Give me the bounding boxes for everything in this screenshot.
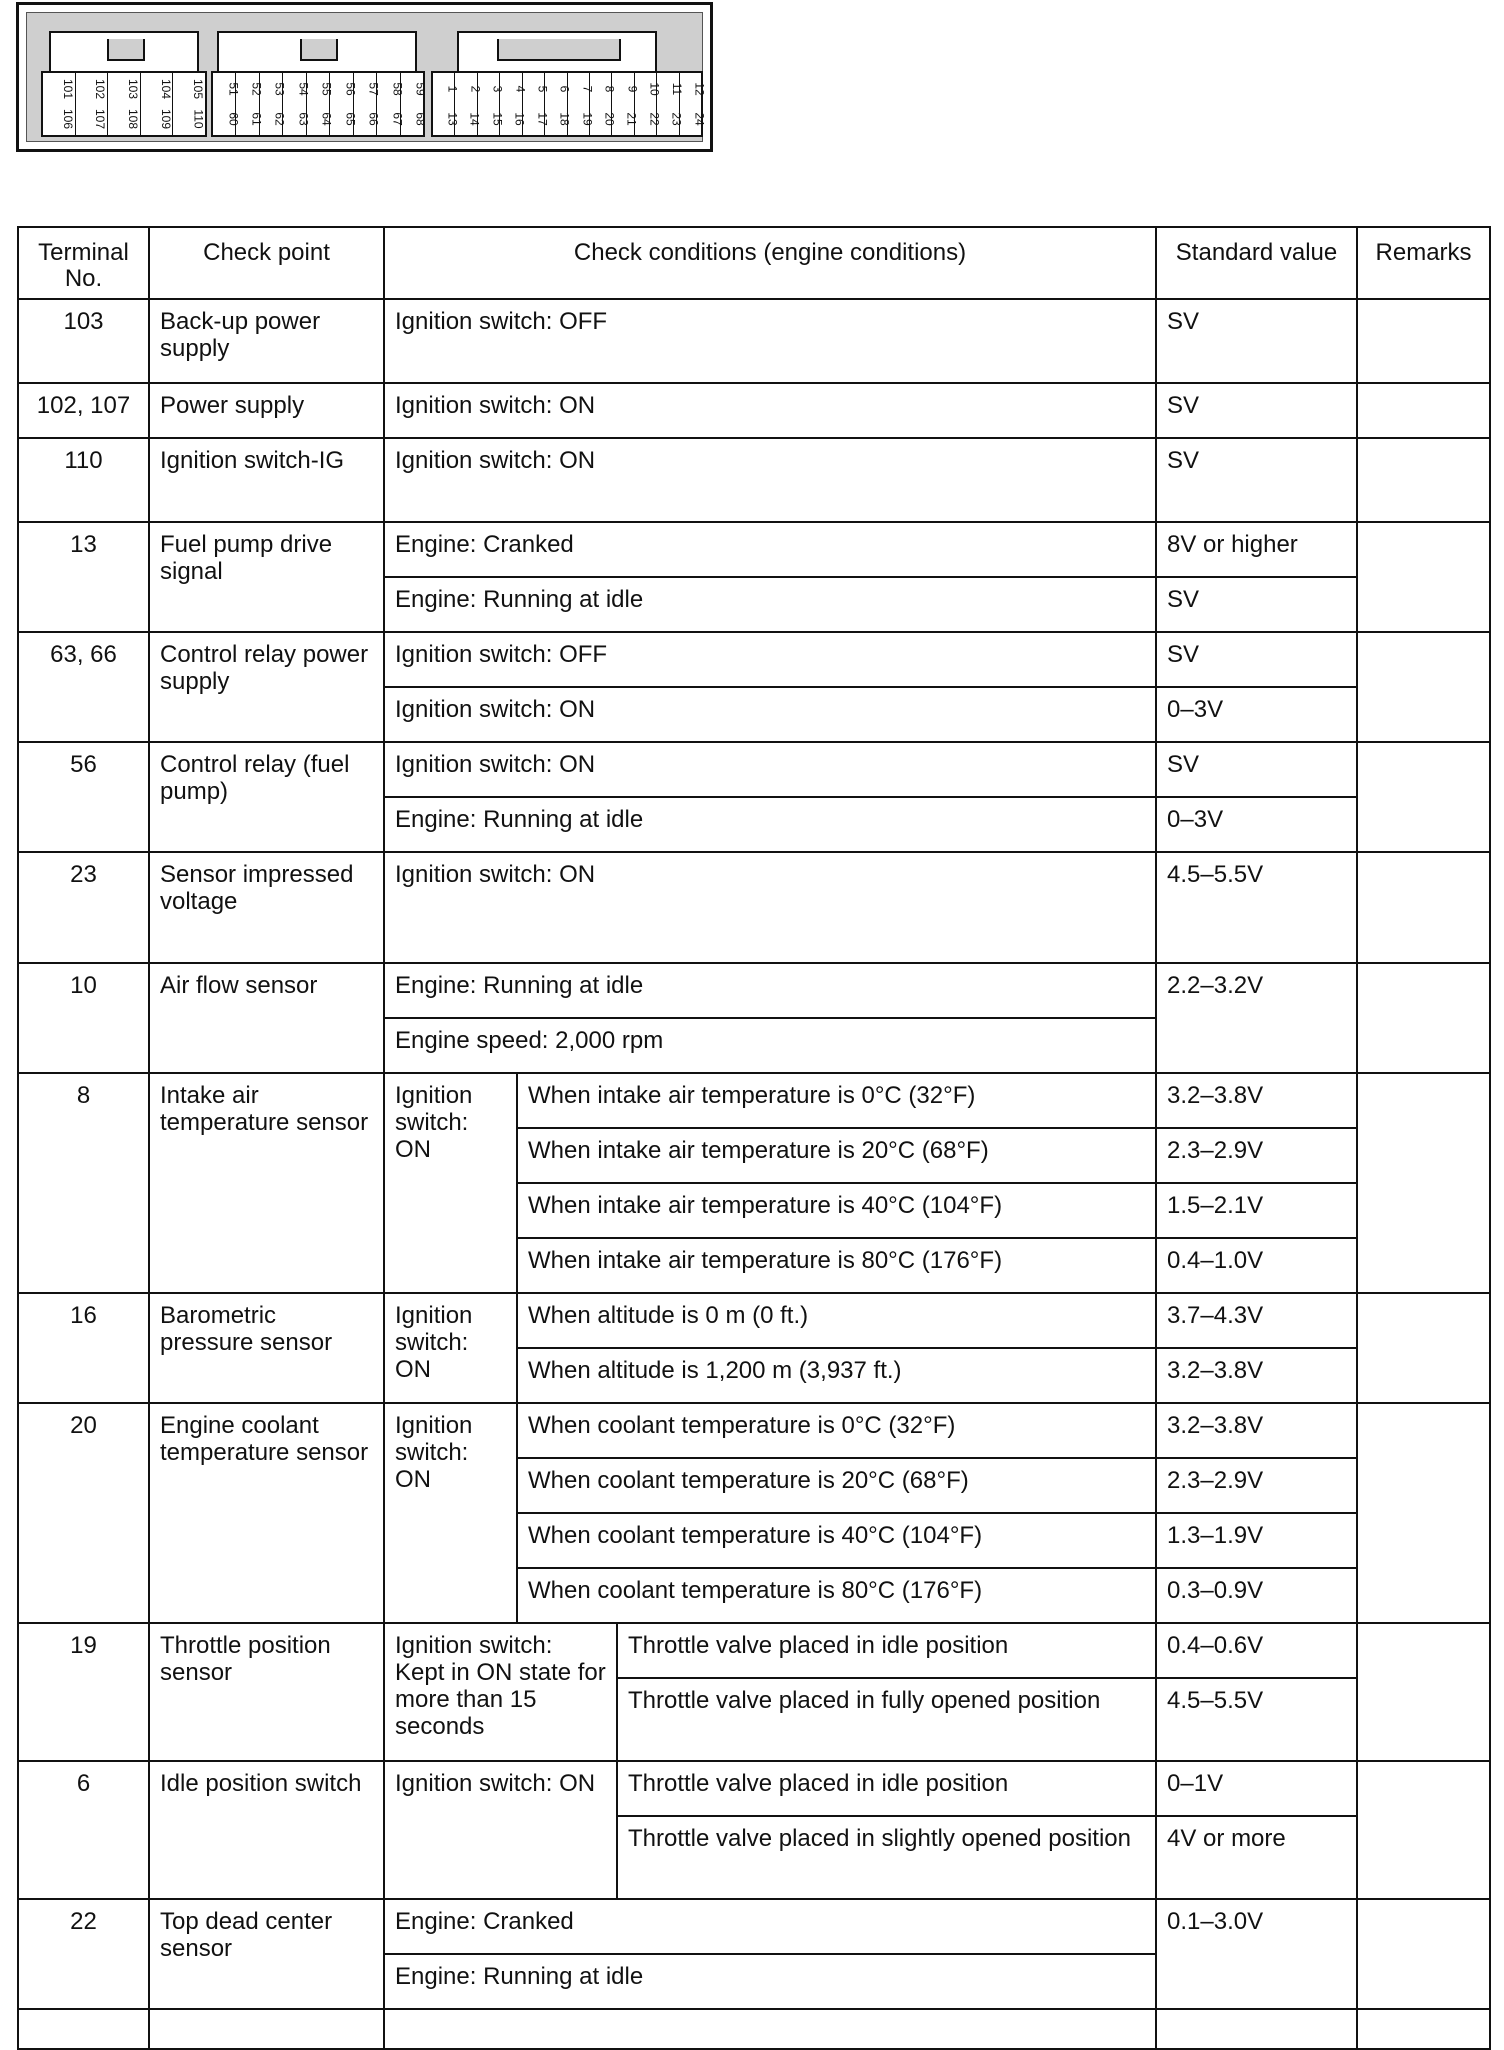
- state-cell: Ignition switch: ON: [384, 1073, 517, 1293]
- connector-pin: [478, 73, 505, 135]
- value-cell: 0.1–3.0V: [1156, 1899, 1357, 2009]
- check-point-cell: Fuel pump drive signal: [149, 522, 384, 632]
- condition-cell: Throttle valve placed in fully opened position: [617, 1678, 1156, 1761]
- value-cell: 4.5–5.5V: [1156, 852, 1357, 963]
- table-row: [18, 299, 1490, 383]
- pin-number: 63: [296, 112, 311, 126]
- remarks-cell: [1357, 1623, 1490, 1761]
- connector-pin: [141, 73, 174, 135]
- terminal-cell: 103: [18, 299, 149, 383]
- check-point-cell: Engine coolant temperature sensor: [149, 1403, 384, 1623]
- table-row: [18, 1623, 1490, 1678]
- value-cell: 2.2–3.2V: [1156, 963, 1357, 1073]
- header-check-conditions: Check conditions (engine conditions): [384, 227, 1156, 299]
- ecu-connector-diagram: [16, 2, 713, 152]
- connector-pin: [455, 73, 483, 135]
- remarks-cell: [1357, 632, 1490, 742]
- check-point-cell: Intake air temperature sensor: [149, 1073, 384, 1293]
- condition-cell: When intake air temperature is 20°C (68°F): [517, 1128, 1156, 1183]
- pin-number: 109: [158, 108, 173, 130]
- remarks-cell: [1357, 1761, 1490, 1899]
- terminal-cell: 110: [18, 438, 149, 522]
- pin-number: 101: [60, 78, 75, 100]
- pin-number: 61: [249, 112, 264, 126]
- condition-cell: When altitude is 0 m (0 ft.): [517, 1293, 1156, 1348]
- check-point-cell: Air flow sensor: [149, 963, 384, 1073]
- header-check-point: Check point: [149, 227, 384, 299]
- value-cell: SV: [1156, 383, 1357, 438]
- pin-number: 12: [692, 82, 707, 96]
- terminal-cell: 6: [18, 1761, 149, 1899]
- pin-number: 3: [490, 85, 505, 93]
- table-row: [18, 522, 1490, 577]
- check-point-cell: Control relay power supply: [149, 632, 384, 742]
- value-cell: 1.5–2.1V: [1156, 1183, 1357, 1238]
- pin-number: 5: [535, 85, 550, 93]
- value-cell: SV: [1156, 577, 1357, 632]
- check-point-cell: Barometric pressure sensor: [149, 1293, 384, 1403]
- check-point-cell: Top dead center sensor: [149, 1899, 384, 2009]
- pin-number: 67: [390, 112, 405, 126]
- value-cell: SV: [1156, 632, 1357, 687]
- terminal-cell: 20: [18, 1403, 149, 1623]
- value-cell: 2.3–2.9V: [1156, 1128, 1357, 1183]
- pin-number: 104: [158, 78, 173, 100]
- pin-number: 60: [226, 112, 241, 126]
- table-row: [18, 852, 1490, 963]
- header-terminal: Terminal No.: [18, 227, 149, 299]
- pin-number: 8: [602, 85, 617, 93]
- pin-number: 1: [445, 85, 460, 93]
- table-header-row: [18, 227, 1490, 299]
- condition-cell: Engine speed: 2,000 rpm: [384, 1018, 1156, 1073]
- pin-number: 24: [692, 112, 707, 126]
- connector-pin: [401, 73, 428, 135]
- value-cell: SV: [1156, 742, 1357, 797]
- table-row: [18, 1761, 1490, 1816]
- remarks-cell: [1357, 1293, 1490, 1403]
- pin-number: 56: [343, 82, 358, 96]
- check-point-cell: Throttle position sensor: [149, 1623, 384, 1761]
- table-row: [18, 1073, 1490, 1128]
- condition-cell: Engine: Running at idle: [384, 1954, 1156, 2009]
- table-row: [18, 963, 1490, 1018]
- condition-cell: [384, 2009, 1156, 2049]
- condition-cell: When intake air temperature is 80°C (176°F): [517, 1238, 1156, 1293]
- connector-pin: [173, 73, 205, 135]
- value-cell: 0–3V: [1156, 797, 1357, 852]
- table-row: [18, 438, 1490, 522]
- value-cell: 0.3–0.9V: [1156, 1568, 1357, 1623]
- table-row: [18, 2009, 1490, 2049]
- pin-number: 21: [625, 112, 640, 126]
- condition-cell: When intake air temperature is 40°C (104°F): [517, 1183, 1156, 1238]
- condition-cell: Throttle valve placed in idle position: [617, 1623, 1156, 1678]
- terminal-cell: 22: [18, 1899, 149, 2009]
- condition-cell: Engine: Cranked: [384, 1899, 1156, 1954]
- value-cell: 0–3V: [1156, 687, 1357, 742]
- value-cell: 0.4–1.0V: [1156, 1238, 1357, 1293]
- value-cell: 3.2–3.8V: [1156, 1403, 1357, 1458]
- pin-number: 7: [580, 85, 595, 93]
- remarks-cell: [1357, 1899, 1490, 2009]
- connector-key: [49, 31, 199, 71]
- pin-number: 10: [647, 82, 662, 96]
- table-row: [18, 742, 1490, 797]
- pin-number: 108: [125, 108, 140, 130]
- pin-number: 17: [535, 112, 550, 126]
- value-cell: 0.4–0.6V: [1156, 1623, 1357, 1678]
- remarks-cell: [1357, 963, 1490, 1073]
- value-cell: 3.2–3.8V: [1156, 1073, 1357, 1128]
- pin-number: 9: [625, 85, 640, 93]
- state-cell: Ignition switch: ON: [384, 1293, 517, 1403]
- terminal-cell: [18, 2009, 149, 2049]
- state-cell: Ignition switch: ON: [384, 1761, 617, 1899]
- value-cell: 1.3–1.9V: [1156, 1513, 1357, 1568]
- remarks-cell: [1357, 522, 1490, 632]
- check-point-cell: Back-up power supply: [149, 299, 384, 383]
- terminal-cell: 63, 66: [18, 632, 149, 742]
- terminal-cell: 23: [18, 852, 149, 963]
- condition-cell: When coolant temperature is 0°C (32°F): [517, 1403, 1156, 1458]
- pin-number: 57: [366, 82, 381, 96]
- connector-pin: [76, 73, 109, 135]
- condition-cell: When coolant temperature is 80°C (176°F): [517, 1568, 1156, 1623]
- condition-cell: Engine: Running at idle: [384, 963, 1156, 1018]
- condition-cell: Ignition switch: ON: [384, 742, 1156, 797]
- condition-cell: Throttle valve placed in idle position: [617, 1761, 1156, 1816]
- connector-pin: [433, 73, 460, 135]
- remarks-cell: [1357, 2009, 1490, 2049]
- terminal-cell: 56: [18, 742, 149, 852]
- pin-number: 6: [557, 85, 572, 93]
- pin-number: 103: [125, 78, 140, 100]
- check-point-cell: Sensor impressed voltage: [149, 852, 384, 963]
- value-cell: 3.7–4.3V: [1156, 1293, 1357, 1348]
- condition-cell: Ignition switch: OFF: [384, 299, 1156, 383]
- pin-number: 11: [669, 82, 684, 96]
- condition-cell: Ignition switch: ON: [384, 438, 1156, 522]
- pin-number: 106: [60, 108, 75, 130]
- pin-number: 62: [273, 112, 288, 126]
- header-remarks: Remarks: [1357, 227, 1490, 299]
- pin-number: 4: [512, 85, 527, 93]
- table-row: [18, 1403, 1490, 1458]
- terminal-cell: 19: [18, 1623, 149, 1761]
- condition-cell: Ignition switch: ON: [384, 852, 1156, 963]
- check-point-cell: Ignition switch-IG: [149, 438, 384, 522]
- value-cell: 4.5–5.5V: [1156, 1678, 1357, 1761]
- pin-number: 68: [413, 112, 428, 126]
- terminal-cell: 10: [18, 963, 149, 1073]
- connector-key: [217, 31, 417, 71]
- pin-number: 66: [366, 112, 381, 126]
- connector-pin: [523, 73, 550, 135]
- condition-cell: Ignition switch: ON: [384, 687, 1156, 742]
- connector-pin: [590, 73, 617, 135]
- header-standard-value: Standard value: [1156, 227, 1357, 299]
- terminal-cell: 8: [18, 1073, 149, 1293]
- remarks-cell: [1357, 438, 1490, 522]
- value-cell: 3.2–3.8V: [1156, 1348, 1357, 1403]
- pin-number: 55: [319, 82, 334, 96]
- pin-number: 105: [191, 78, 206, 100]
- connector-pin: [545, 73, 572, 135]
- check-point-cell: Power supply: [149, 383, 384, 438]
- pin-number: 102: [93, 78, 108, 100]
- pin-number: 52: [249, 82, 264, 96]
- pin-number: 22: [647, 112, 662, 126]
- condition-cell: When coolant temperature is 40°C (104°F): [517, 1513, 1156, 1568]
- table-row: [18, 1293, 1490, 1348]
- pin-number: 51: [226, 82, 241, 96]
- remarks-cell: [1357, 1403, 1490, 1623]
- terminal-cell: 102, 107: [18, 383, 149, 438]
- pin-number: 19: [580, 112, 595, 126]
- connector-pin: [568, 73, 595, 135]
- pin-number: 58: [390, 82, 405, 96]
- pin-number: 2: [468, 85, 483, 93]
- value-cell: 4V or more: [1156, 1816, 1357, 1899]
- connector-housing: [26, 12, 707, 142]
- condition-cell: When intake air temperature is 0°C (32°F): [517, 1073, 1156, 1128]
- state-cell: Ignition switch: ON: [384, 1403, 517, 1623]
- connector-key: [457, 31, 657, 71]
- connector-pin: [108, 73, 141, 135]
- state-cell: Ignition switch: Kept in ON state for more than 15 seconds: [384, 1623, 617, 1761]
- pin-number: 23: [669, 112, 684, 126]
- remarks-cell: [1357, 383, 1490, 438]
- pin-number: 110: [191, 109, 206, 129]
- pin-number: 13: [445, 112, 460, 126]
- check-point-cell: Idle position switch: [149, 1761, 384, 1899]
- terminal-cell: 16: [18, 1293, 149, 1403]
- connector-block-left: [41, 71, 207, 137]
- condition-cell: When altitude is 1,200 m (3,937 ft.): [517, 1348, 1156, 1403]
- condition-cell: Ignition switch: ON: [384, 383, 1156, 438]
- value-cell: 0–1V: [1156, 1761, 1357, 1816]
- connector-pin: [43, 73, 76, 135]
- connector-block-middle: [211, 71, 428, 137]
- value-cell: 2.3–2.9V: [1156, 1458, 1357, 1513]
- pin-number: 15: [490, 112, 505, 126]
- terminal-cell: 13: [18, 522, 149, 632]
- terminal-check-table: [17, 226, 1491, 2050]
- check-point-cell: [149, 2009, 384, 2049]
- pin-number: 59: [413, 82, 428, 96]
- pin-number: 53: [273, 82, 288, 96]
- pin-number: 54: [296, 82, 311, 96]
- pin-number: 16: [512, 112, 527, 126]
- table-row: [18, 383, 1490, 438]
- value-cell: 8V or higher: [1156, 522, 1357, 577]
- connector-block-right: [431, 71, 707, 137]
- value-cell: SV: [1156, 438, 1357, 522]
- connector-pin: [680, 73, 707, 135]
- connector-pin: [500, 73, 527, 135]
- condition-cell: Engine: Cranked: [384, 522, 1156, 577]
- table-row: [18, 632, 1490, 687]
- condition-cell: Engine: Running at idle: [384, 797, 1156, 852]
- remarks-cell: [1357, 1073, 1490, 1293]
- pin-number: 20: [602, 112, 617, 126]
- remarks-cell: [1357, 299, 1490, 383]
- remarks-cell: [1357, 852, 1490, 963]
- table-row: [18, 1899, 1490, 1954]
- value-cell: SV: [1156, 299, 1357, 383]
- value-cell: [1156, 2009, 1357, 2049]
- pin-number: 65: [343, 112, 358, 126]
- pin-number: 64: [319, 112, 334, 126]
- pin-number: 107: [93, 108, 108, 130]
- remarks-cell: [1357, 742, 1490, 852]
- check-point-cell: Control relay (fuel pump): [149, 742, 384, 852]
- pin-number: 18: [557, 112, 572, 126]
- condition-cell: Throttle valve placed in slightly opened position: [617, 1816, 1156, 1899]
- pin-number: 14: [468, 112, 483, 126]
- condition-cell: When coolant temperature is 20°C (68°F): [517, 1458, 1156, 1513]
- condition-cell: Engine: Running at idle: [384, 577, 1156, 632]
- condition-cell: Ignition switch: OFF: [384, 632, 1156, 687]
